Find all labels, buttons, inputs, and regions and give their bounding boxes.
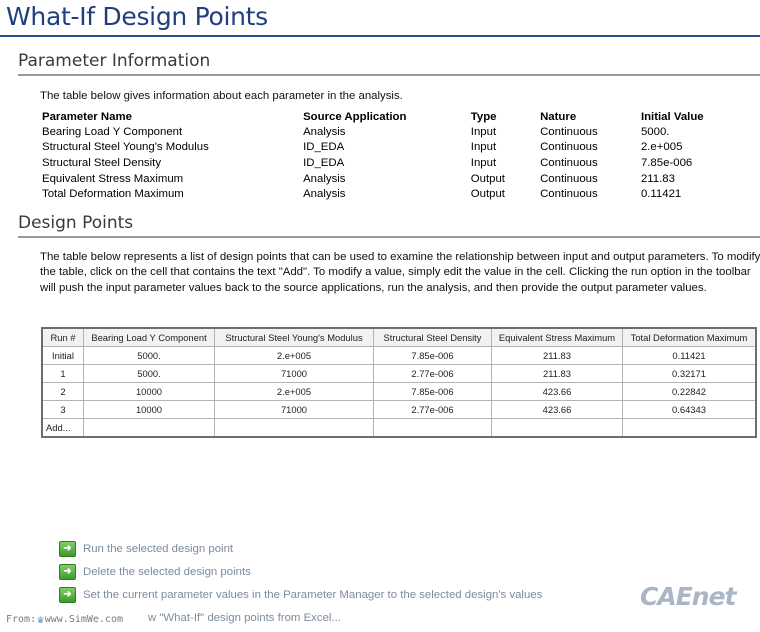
total-deformation-cell[interactable]: 0.22842 — [623, 383, 757, 401]
parameter-intro-text: The table below gives information about each parameter in the analysis. — [40, 90, 403, 102]
type-cell: Input — [470, 125, 497, 138]
column-header[interactable]: Equivalent Stress Maximum — [492, 328, 623, 347]
parameter-section-divider — [18, 74, 760, 76]
parameter-row — [40, 155, 760, 171]
design-points-header — [42, 328, 756, 347]
type-cell: Input — [470, 156, 497, 169]
design-point-row[interactable] — [42, 347, 756, 365]
parameter-row — [40, 124, 760, 140]
initial-value-cell: 0.11421 — [640, 188, 682, 201]
total-deformation-cell[interactable]: 0.64343 — [623, 401, 757, 419]
density-cell[interactable]: 2.77e-006 — [374, 365, 492, 383]
column-header[interactable]: Run # — [42, 328, 84, 347]
equivalent-stress-cell[interactable]: 211.83 — [492, 365, 623, 383]
add-design-point-cell[interactable]: Add... — [42, 419, 84, 438]
design-points-heading: Design Points — [18, 213, 134, 233]
total-deformation-cell[interactable]: 0.11421 — [623, 347, 757, 365]
action-label[interactable]: Set the current parameter values in the Parameter Manager to the selected design's values — [83, 589, 543, 601]
initial-value-cell: 5000. — [640, 125, 670, 138]
initial-value-cell: 2.e+005 — [640, 141, 683, 154]
run-number-cell[interactable]: 3 — [42, 401, 84, 419]
column-header[interactable]: Structural Steel Young's Modulus — [215, 328, 374, 347]
action-label[interactable]: Delete the selected design points — [83, 566, 251, 578]
source-application-cell: ID_EDA — [303, 156, 345, 169]
design-point-row[interactable] — [42, 383, 756, 401]
watermark-from-label: From: — [6, 613, 37, 625]
add-design-point-row[interactable] — [42, 419, 756, 438]
parameter-name-cell: Structural Steel Young's Modulus — [42, 141, 209, 154]
youngs-modulus-cell[interactable]: 2.e+005 — [215, 347, 374, 365]
green-arrow-icon: ➜ — [59, 541, 76, 557]
parameter-row — [40, 186, 760, 202]
source-application-cell: Analysis — [303, 172, 346, 185]
type-cell: Input — [470, 141, 497, 154]
column-header: Initial Value — [640, 110, 704, 123]
parameter-table-header — [40, 109, 760, 124]
youngs-modulus-cell[interactable]: 71000 — [215, 365, 374, 383]
column-header[interactable]: Total Deformation Maximum — [623, 328, 757, 347]
initial-value-cell: 211.83 — [640, 172, 675, 185]
design-points-description: The table below represents a list of design points that can be used to examine the relationship between input and output parameters. To modify the table, click on the cell that contains the text "Add". To modify a value, simply edit the value in the cell. Clicking the run option in the toolbar will push the input parameter values back to the source applications, run the analysis, and then provide the output parameter values. — [40, 251, 760, 294]
youngs-modulus-cell[interactable]: 71000 — [215, 401, 374, 419]
run-number-cell[interactable]: 2 — [42, 383, 84, 401]
empty-cell[interactable] — [623, 419, 757, 438]
green-arrow-icon: ➜ — [59, 587, 76, 603]
set-parameter-values-action[interactable] — [59, 587, 542, 603]
equivalent-stress-cell[interactable]: 211.83 — [492, 347, 623, 365]
watermark-source — [6, 612, 123, 626]
title-divider — [0, 35, 760, 37]
nature-cell: Continuous — [540, 172, 598, 185]
nature-cell: Continuous — [540, 125, 598, 138]
parameter-row — [40, 140, 760, 156]
column-header: Parameter Name — [42, 110, 132, 123]
green-arrow-icon: ➜ — [59, 564, 76, 580]
density-cell[interactable]: 2.77e-006 — [374, 401, 492, 419]
parameter-table — [40, 109, 760, 202]
youngs-modulus-cell[interactable]: 2.e+005 — [215, 383, 374, 401]
type-cell: Output — [470, 172, 505, 185]
nature-cell: Continuous — [540, 188, 598, 201]
bearing-load-cell[interactable]: 5000. — [84, 347, 215, 365]
source-application-cell: Analysis — [303, 188, 346, 201]
watermark-site: www.SimWe.com — [44, 613, 124, 625]
column-header[interactable]: Bearing Load Y Component — [84, 328, 215, 347]
nature-cell: Continuous — [540, 141, 598, 154]
design-point-row[interactable] — [42, 401, 756, 419]
empty-cell[interactable] — [84, 419, 215, 438]
parameter-row — [40, 171, 760, 187]
column-header[interactable]: Structural Steel Density — [374, 328, 492, 347]
density-cell[interactable]: 7.85e-006 — [374, 383, 492, 401]
bearing-load-cell[interactable]: 10000 — [84, 383, 215, 401]
parameter-information-heading: Parameter Information — [18, 51, 211, 71]
page-title: What-If Design Points — [6, 2, 268, 31]
equivalent-stress-cell[interactable]: 423.66 — [492, 383, 623, 401]
bearing-load-cell[interactable]: 5000. — [84, 365, 215, 383]
equivalent-stress-cell[interactable]: 423.66 — [492, 401, 623, 419]
design-point-row[interactable] — [42, 365, 756, 383]
action-label[interactable]: Run the selected design point — [83, 543, 234, 555]
empty-cell[interactable] — [492, 419, 623, 438]
parameter-name-cell: Structural Steel Density — [42, 156, 162, 169]
parameter-name-cell: Bearing Load Y Component — [42, 125, 183, 138]
run-number-cell[interactable]: 1 — [42, 365, 84, 383]
design-points-divider — [18, 236, 760, 238]
empty-cell[interactable] — [374, 419, 492, 438]
total-deformation-cell[interactable]: 0.32171 — [623, 365, 757, 383]
empty-cell[interactable] — [215, 419, 374, 438]
delete-design-points-action[interactable] — [59, 564, 251, 580]
nature-cell: Continuous — [540, 156, 598, 169]
column-header: Source Application — [303, 110, 407, 123]
bearing-load-cell[interactable]: 10000 — [84, 401, 215, 419]
run-design-point-action[interactable] — [59, 541, 233, 557]
initial-value-cell: 7.85e-006 — [640, 156, 693, 169]
parameter-name-cell: Total Deformation Maximum — [42, 188, 184, 201]
column-header: Nature — [540, 110, 577, 123]
action-label[interactable]: w "What-If" design points from Excel... — [148, 612, 341, 624]
parameter-name-cell: Equivalent Stress Maximum — [42, 172, 184, 185]
source-application-cell: Analysis — [303, 125, 346, 138]
type-cell: Output — [470, 188, 505, 201]
source-application-cell: ID_EDA — [303, 141, 345, 154]
design-points-table — [41, 327, 757, 438]
density-cell[interactable]: 7.85e-006 — [374, 347, 492, 365]
fish-icon: ♛ — [37, 612, 44, 626]
caenet-logo: CAEnet — [640, 582, 736, 611]
run-number-cell[interactable]: Initial — [42, 347, 84, 365]
column-header: Type — [470, 110, 497, 123]
